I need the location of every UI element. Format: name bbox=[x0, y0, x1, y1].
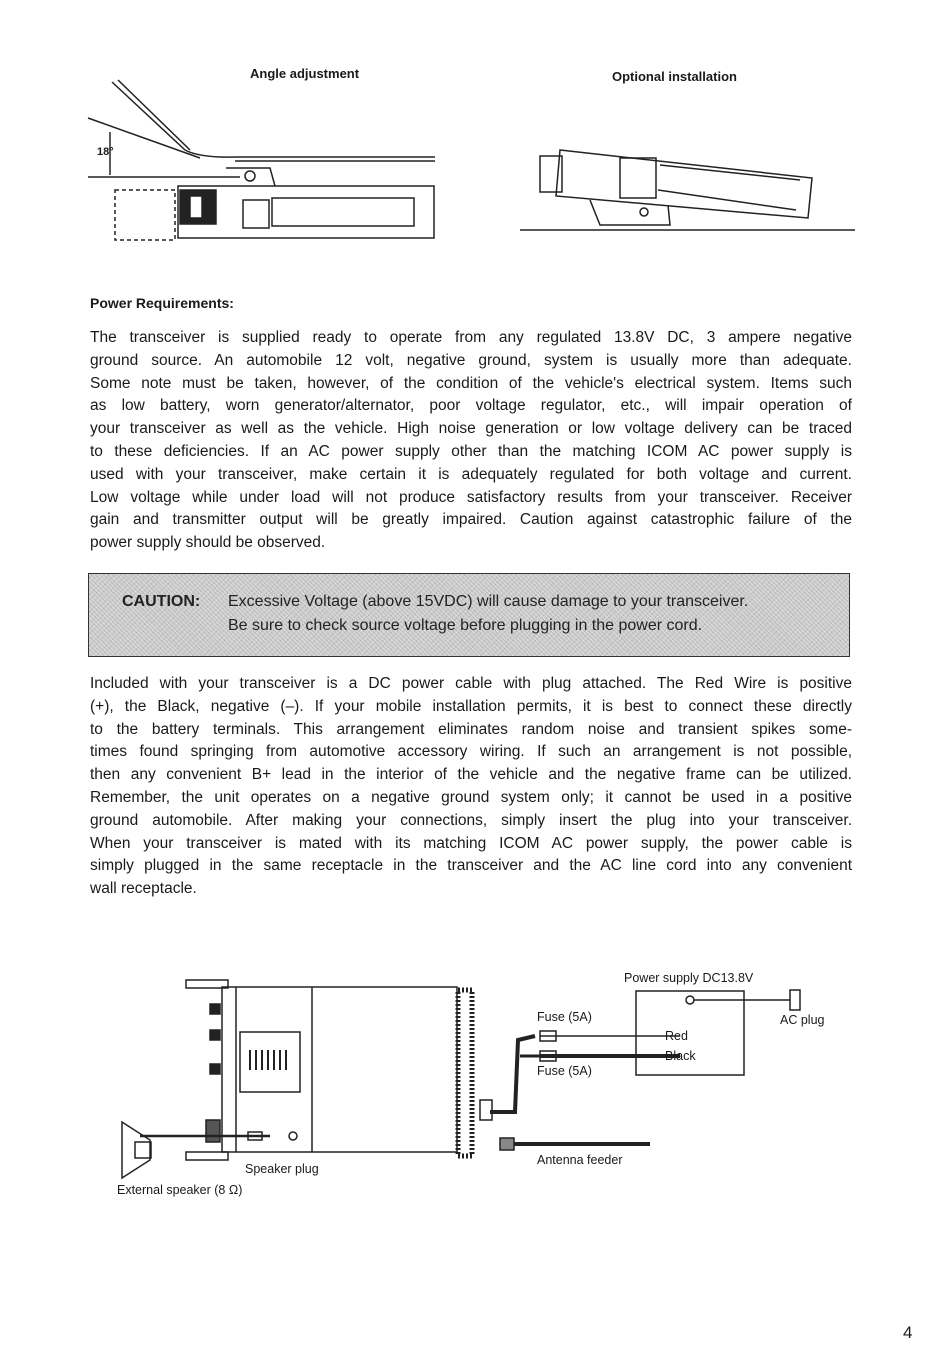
mounting-diagrams bbox=[0, 0, 950, 260]
text-line: Low voltage while under load will not produce satisfactory results from your transceiver. Receiver bbox=[90, 488, 852, 506]
caution-line-1: Excessive Voltage (above 15VDC) will cause damage to your transceiver. bbox=[228, 593, 749, 610]
speaker-plug-label: Speaker plug bbox=[245, 1162, 319, 1176]
fuse-top-label: Fuse (5A) bbox=[537, 1010, 592, 1024]
ac-plug-label: AC plug bbox=[780, 1013, 825, 1027]
text-line: times found springing from automotive accessory wiring. If such an arrangement is not possible, bbox=[90, 743, 852, 761]
text-line: The transceiver is supplied ready to operate from any regulated 13.8V DC, 3 ampere negative bbox=[90, 329, 852, 346]
section-title: Power Requirements: bbox=[90, 295, 234, 311]
text-line: simply plugged in the same receptacle in the transceiver and the AC line cord into any convenient bbox=[90, 857, 852, 875]
text-line: wall receptacle. bbox=[90, 880, 197, 898]
text-line: ground automobile. After making your connections, simply insert the plug into your transceiver. bbox=[90, 811, 852, 829]
text-line: power supply should be observed. bbox=[90, 534, 326, 552]
dc-cable-paragraph bbox=[90, 673, 852, 901]
text-line: Some note must be taken, however, of the condition of the vehicle's electrical system. Items such bbox=[90, 374, 852, 392]
power-supply-label: Power supply DC13.8V bbox=[624, 971, 754, 985]
caution-label: CAUTION: bbox=[122, 593, 201, 610]
text-line: your transceiver as well as the vehicle. High noise generation or low voltage delivery can be traced bbox=[90, 420, 852, 438]
fuse-bottom-label: Fuse (5A) bbox=[537, 1064, 592, 1078]
optional-installation-caption: Optional installation bbox=[612, 69, 737, 84]
antenna-feeder-label: Antenna feeder bbox=[537, 1153, 623, 1167]
angle-adjustment-drawing bbox=[88, 80, 435, 240]
text-line: Included with your transceiver is a DC power cable with plug attached. The Red Wire is positive bbox=[90, 675, 852, 692]
power-requirements-paragraph bbox=[90, 327, 852, 555]
external-speaker-label: External speaker (8 Ω) bbox=[117, 1183, 243, 1197]
text-line: ground source. An automobile 12 volt, negative ground, system is usually more than adequate. bbox=[90, 351, 852, 369]
text-line: to these deficiencies. If an AC power supply other than the matching ICOM AC power supply is bbox=[90, 442, 852, 460]
text-line: gain and transmitter output will be greatly impaired. Caution against catastrophic failure of the bbox=[90, 511, 852, 529]
text-line: (+), the Black, negative (–). If your mobile installation permits, it is best to connect these directly bbox=[90, 697, 852, 715]
red-wire-label: Red bbox=[665, 1029, 688, 1043]
text-line: then any convenient B+ lead in the interior of the vehicle and the negative frame can be utilized. bbox=[90, 766, 852, 784]
page-number: 4 bbox=[903, 1323, 913, 1342]
text-line: as low battery, worn generator/alternator, poor voltage regulator, etc., will impair operation of bbox=[90, 397, 852, 415]
caution-line-2: Be sure to check source voltage before plugging in the power cord. bbox=[228, 617, 703, 634]
optional-installation-drawing bbox=[520, 150, 855, 230]
angle-adjustment-caption: Angle adjustment bbox=[250, 66, 360, 81]
text-line: used with your transceiver, make certain it is adequately regulated for both voltage and current. bbox=[90, 465, 852, 483]
caution-box bbox=[88, 573, 850, 657]
text-line: Remember, the unit operates on a negative ground system only; it cannot be used in a positive bbox=[90, 788, 852, 806]
text-line: to the battery terminals. This arrangement eliminates random noise and transient spikes some- bbox=[90, 720, 852, 738]
black-wire-label: Black bbox=[665, 1049, 696, 1063]
angle-label: 18° bbox=[97, 146, 114, 158]
text-line: When your transceiver is mated with its matching ICOM AC power supply, the power cable is bbox=[90, 834, 852, 852]
